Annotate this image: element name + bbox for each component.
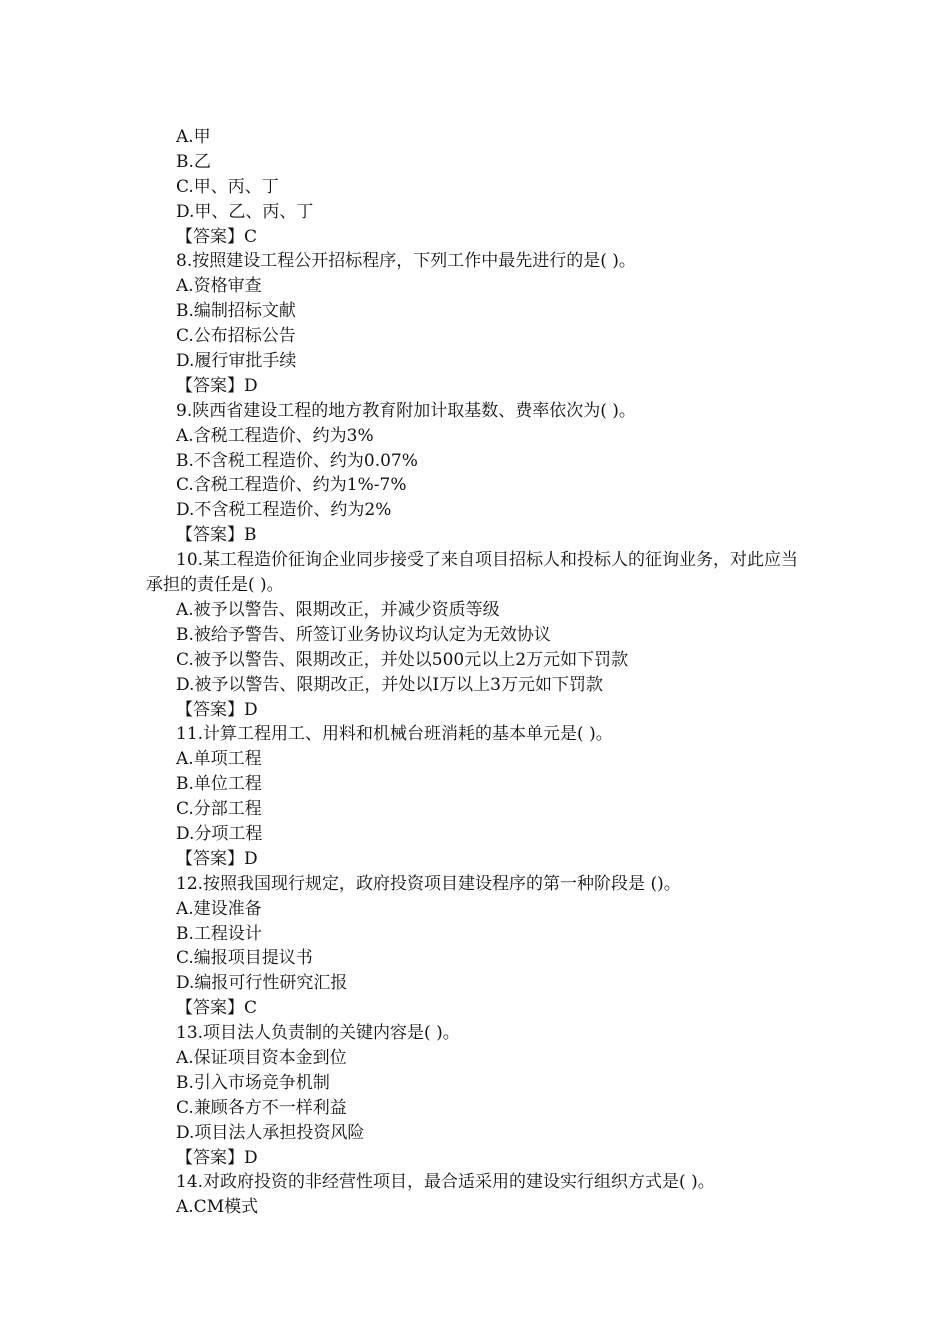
option-a: A.CM模式 — [176, 1197, 259, 1218]
option-a: A.单项工程 — [176, 749, 262, 770]
question-14: 14.对政府投资的非经营性项目，最合适采用的建设实行组织方式是( )。 — [176, 1172, 715, 1193]
answer: 【答案】C — [176, 226, 258, 247]
option-b: B.工程设计 — [176, 923, 262, 944]
answer: 【答案】D — [176, 848, 258, 869]
question-9: 9.陕西省建设工程的地方教育附加计取基数、费率依次为( )。 — [176, 400, 636, 421]
answer: 【答案】B — [176, 525, 257, 546]
option-a: A.保证项目资本金到位 — [176, 1047, 347, 1068]
option-c: C.兼顾各方不一样利益 — [176, 1097, 347, 1118]
option-a: A.甲 — [176, 127, 211, 147]
option-b: B.被给予警告、所签订业务协议均认定为无效协议 — [176, 624, 551, 645]
answer: 【答案】C — [176, 998, 258, 1019]
option-a: A.被予以警告、限期改正，并减少资质等级 — [176, 599, 500, 620]
option-b: B.单位工程 — [176, 774, 262, 795]
option-b: B.引入市场竞争机制 — [176, 1072, 330, 1093]
option-b: B.乙 — [176, 151, 211, 172]
option-b: B.编制招标文献 — [176, 301, 296, 322]
question-13: 13.项目法人负责制的关键内容是( )。 — [176, 1023, 460, 1044]
question-10: 10.某工程造价征询企业同步接受了来自项目招标人和投标人的征询业务，对此应当承担的责任是( )。 — [146, 550, 799, 596]
option-c: C.公布招标公告 — [176, 326, 296, 347]
option-a: A.资格审查 — [176, 276, 262, 297]
option-a: A.含税工程造价、约为3% — [176, 425, 374, 446]
answer: 【答案】D — [176, 375, 258, 396]
answer: 【答案】D — [176, 699, 258, 720]
question-8: 8.按照建设工程公开招标程序，下列工作中最先进行的是( )。 — [176, 251, 636, 272]
question-12: 12.按照我国现行规定，政府投资项目建设程序的第一种阶段是 ()。 — [176, 873, 681, 894]
option-d: D.分项工程 — [176, 823, 263, 844]
option-d: D.不含税工程造价、约为2% — [176, 500, 392, 521]
option-c: C.甲、丙、丁 — [176, 176, 279, 197]
option-d: D.项目法人承担投资风险 — [176, 1122, 365, 1143]
option-d: D.被予以警告、限期改正，并处以I万以上3万元如下罚款 — [176, 674, 603, 695]
option-d: D.甲、乙、丙、丁 — [176, 201, 314, 222]
question-11: 11.计算工程用工、用料和机械台班消耗的基本单元是( )。 — [176, 724, 613, 745]
answer: 【答案】D — [176, 1147, 258, 1168]
option-d: D.履行审批手续 — [176, 351, 297, 372]
option-d: D.编报可行性研究汇报 — [176, 973, 348, 994]
option-c: C.含税工程造价、约为1%-7% — [176, 475, 407, 496]
option-a: A.建设准备 — [176, 898, 262, 919]
document-body — [146, 125, 806, 1220]
option-c: C.编报项目提议书 — [176, 948, 313, 969]
option-c: C.被予以警告、限期改正，并处以500元以上2万元如下罚款 — [176, 649, 629, 670]
option-c: C.分部工程 — [176, 799, 262, 820]
option-b: B.不含税工程造价、约为0.07% — [176, 450, 418, 471]
